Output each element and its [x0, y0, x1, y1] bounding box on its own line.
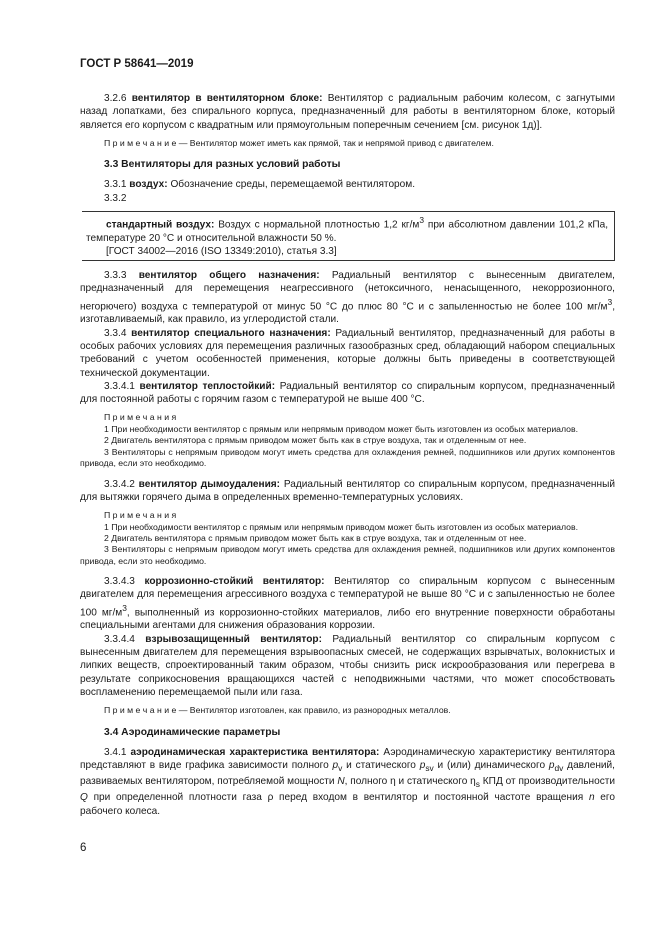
- notes-label: П р и м е ч а н и я: [104, 510, 177, 521]
- definition-part: , полного η и статического η: [344, 776, 476, 788]
- clause-number: 3.3.4.2: [104, 478, 135, 490]
- page-number: 6: [80, 842, 87, 854]
- symbol: n: [588, 792, 595, 804]
- note-item: 3 Вентиляторы с непрямым приводом могут иметь средства для охлаждения ремней, подшипников или других компонентов привода, если это необходимо.: [80, 446, 615, 469]
- clause-number: 3.3.4.3: [104, 576, 135, 588]
- source-reference: [ГОСТ 34002—2016 (ISO 13349:2010), статья 3.3]: [106, 245, 337, 257]
- clause-3-3-4-3: [80, 575, 615, 633]
- note-item: 1 При необходимости вентилятор с прямым или непрямым приводом может быть изготовлен из особых материалов.: [104, 521, 579, 532]
- clause-3-3-3: [80, 269, 615, 327]
- standard-air-definition-box: [82, 211, 615, 261]
- term: вентилятор в вентиляторном блоке:: [131, 93, 323, 104]
- definition-part: Воздух с нормальной плотностью 1,2 кг/м: [218, 219, 420, 231]
- clause-3-3-2-number: [80, 192, 615, 205]
- subscript: dv: [554, 762, 564, 773]
- note-text: — Вентилятор изготовлен, как правило, из разнородных металлов.: [176, 705, 451, 716]
- term: воздух:: [129, 179, 168, 191]
- term: вентилятор теплостойкий:: [139, 380, 276, 392]
- definition: Радиальный вентилятор, предназначенный для работы в особых рабочих условиях для перемещения различных газообразных сред, обладающий набором специальных требований с учетом особенностей применения, которые должны быть приведены в соответствующей технической документации.: [80, 327, 615, 379]
- definition: Радиальный вентилятор со спиральным корпусом с вынесенным двигателем для перемещения взрывоопасных смесей, не содержащих взрывчатых, волокнистых и липких веществ, спроектированный таким образом, чтобы снизить риск искрообразования или перегрева в результате соприкосновения вращающихся частей с неподвижными частями, что может способствовать воспламенению перемещаемой пыли или газа.: [80, 633, 615, 698]
- term: вентилятор общего назначения:: [138, 270, 320, 282]
- clause-3-3-4: [80, 327, 615, 380]
- subscript: v: [338, 762, 343, 773]
- clause-number: 3.3.3: [104, 270, 127, 282]
- subscript: s: [475, 779, 480, 790]
- subscript: sv: [425, 762, 434, 773]
- definition-part: при абсолютном давлении 101,2 кПа, температуре 20 °С и относительной влажности 50 %.: [86, 219, 608, 244]
- term: аэродинамическая характеристика вентилятора:: [130, 746, 380, 758]
- definition: Обозначение среды, перемещаемой вентилятором.: [170, 179, 416, 191]
- definition-part: его рабочего колеса.: [80, 792, 615, 817]
- notes-label: П р и м е ч а н и я: [104, 412, 177, 423]
- page-content: [80, 92, 615, 818]
- superscript: 3: [607, 296, 613, 307]
- term: вентилятор дымоудаления:: [138, 478, 281, 490]
- note-label: П р и м е ч а н и е: [104, 705, 177, 716]
- definition-part: КПД от производительности: [479, 776, 615, 788]
- clause-number: 3.3.4: [104, 327, 127, 339]
- symbol: p: [332, 759, 339, 771]
- definition-part: , изготавливаемый, как правило, из углеродистой стали.: [80, 301, 615, 326]
- note-item: 1 При необходимости вентилятор с прямым или непрямым приводом может быть изготовлен из особых материалов.: [104, 423, 579, 434]
- note-text: — Вентилятор может иметь как прямой, так и непрямой привод с двигателем.: [176, 137, 494, 148]
- term: взрывозащищенный вентилятор:: [145, 633, 322, 645]
- term: коррозионно-стойкий вентилятор:: [144, 576, 325, 588]
- definition: Радиальный вентилятор со спиральным корпусом, предназначенный для вытяжки горячего дыма в определенных временно-температурных условиях.: [80, 478, 615, 503]
- note-3-3-4-4: [80, 705, 615, 716]
- clause-3-3-2: [86, 214, 608, 245]
- definition-part: Аэродинамическую характеристику вентилятора представляют в виде графика зависимости полного: [80, 746, 616, 771]
- standard-header: ГОСТ Р 58641—2019: [80, 58, 194, 70]
- superscript: 3: [419, 214, 425, 225]
- definition: Вентилятор с радиальным рабочим колесом, с загнутыми назад лопатками, без спирального корпуса, предназначенный для работы в вентиляторном блоке, который является его корпусом с квадратным или прямоугольным поперечным сечением [см. рисунок 1д)].: [80, 93, 615, 131]
- clause-number: 3.2.6: [104, 93, 127, 104]
- symbol: p: [419, 759, 426, 771]
- section-heading-3-3: 3.3 Вентиляторы для разных условий работы: [104, 159, 341, 171]
- superscript: 3: [122, 602, 127, 613]
- clause-number: 3.4.1: [104, 746, 127, 758]
- term: вентилятор специального назначения:: [131, 327, 331, 339]
- clause-3-3-4-2: [80, 478, 615, 505]
- note-item: 3 Вентиляторы с непрямым приводом могут иметь средства для охлаждения ремней, подшипников или других компонентов привода, если это необходимо.: [80, 544, 615, 566]
- note-3-2-6: [80, 138, 615, 149]
- definition-part: и (или) динамического: [433, 759, 549, 771]
- definition-part: и статического: [342, 759, 420, 771]
- definition-part: при определенной плотности газа ρ перед входом в вентилятор и постоянной частоте вращения: [87, 792, 589, 804]
- symbol: Q: [80, 792, 88, 804]
- clause-3-2-6: [80, 92, 615, 132]
- note-item: 2 Двигатель вентилятора с прямым приводом может быть как в струе воздуха, так и отделенным от нее.: [104, 435, 527, 446]
- symbol: p: [548, 759, 555, 771]
- clause-number: 3.3.1: [104, 179, 127, 191]
- clause-3-4-1: [80, 746, 615, 819]
- section-heading-3-4: 3.4 Аэродинамические параметры: [104, 726, 281, 738]
- definition-part: Радиальный вентилятор с вынесенным двигателем, предназначенный для перемещения неагрессивного (нетоксичного, ненасыщенного, некоррозионного, негорючего) воздуха с температурой от минус 50 °С до плюс 80 °С и с запыленностью не более 100 мг/м: [80, 270, 615, 313]
- definition-part: давлений, развиваемых вентилятором, потребляемой мощности: [80, 759, 615, 788]
- definition: Радиальный вентилятор со спиральным корпусом, предназначенный для постоянной работы с горячим газом с температурой не выше 400 °С.: [80, 380, 616, 406]
- clause-3-3-4-1: [80, 380, 615, 407]
- term: стандартный воздух:: [106, 219, 215, 231]
- clause-number: 3.3.4.4: [104, 633, 135, 645]
- note-label: П р и м е ч а н и е: [104, 137, 177, 148]
- note-item: 2 Двигатель вентилятора с прямым приводом может быть как в струе воздуха, так и отделенным от нее.: [104, 532, 527, 543]
- clause-number: 3.3.2: [104, 192, 127, 204]
- clause-3-3-4-4: [80, 633, 615, 699]
- definition-part: Вентилятор со спиральным корпусом с вынесенным двигателем для перемещения агрессивного воздуха с температурой не выше 80 °С и с запыленностью не более 100 мг/м: [80, 576, 615, 619]
- clause-number: 3.3.4.1: [104, 380, 135, 392]
- clause-3-3-1: [80, 178, 615, 191]
- definition-part: , выполненный из коррозионно-стойких материалов, либо его внутренние поверхности обработаны специальными агентами для снижения образования коррозии.: [80, 607, 615, 632]
- symbol: N: [337, 776, 345, 788]
